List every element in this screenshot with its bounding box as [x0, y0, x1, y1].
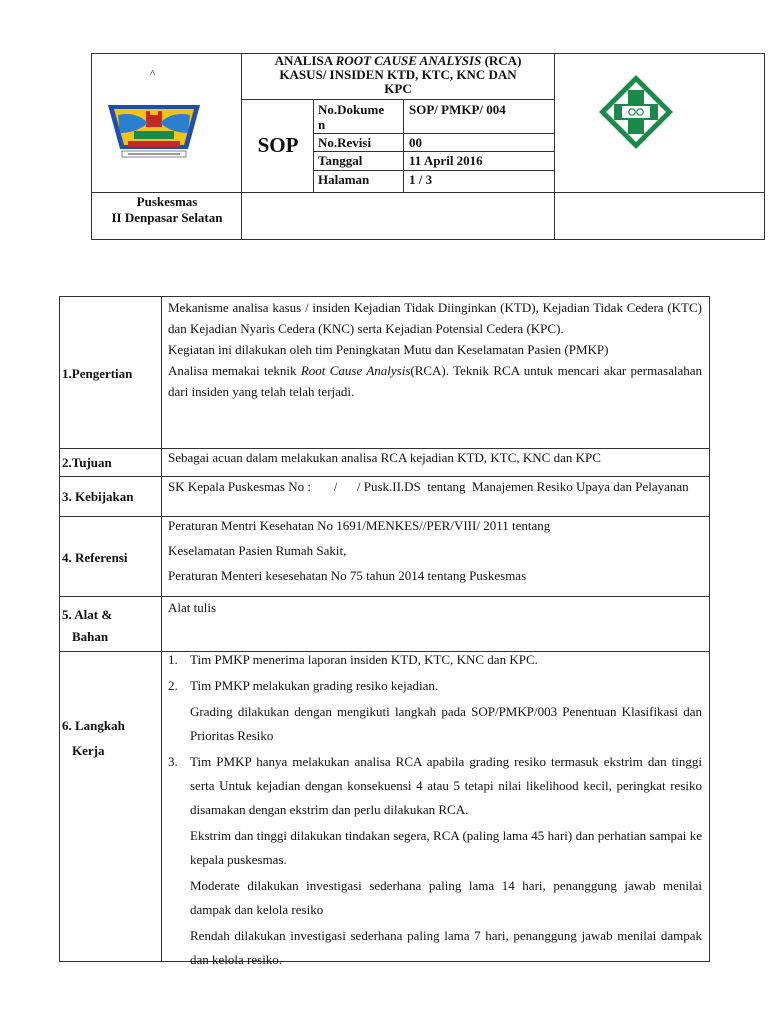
section-body-referensi [168, 513, 702, 588]
section-body-tujuan: Sebagai acuan dalam melakukan analisa RCA kejadian KTD, KTC, KNC dan KPC [168, 450, 601, 465]
meta-value-revision: 00 [409, 135, 422, 150]
list-subparagraph: Moderate dilakukan investigasi sederhana paling lama 14 hari, penanggung jawab menilai dampak dan kelola resiko [190, 878, 702, 917]
pengertian-paragraph [168, 360, 702, 402]
meta-key-part: No.Dokume [318, 102, 385, 117]
section-label-tujuan: 2.Tujuan [62, 455, 112, 470]
section-body-pengertian [168, 297, 702, 402]
section-label-pengertian: 1.Pengertian [62, 366, 133, 381]
list-text: Tim PMKP melakukan grading resiko kejadian. [190, 678, 439, 693]
list-item [168, 648, 702, 672]
meta-key-revision: No.Revisi [318, 135, 372, 150]
puskesmas-logo [596, 72, 676, 152]
meta-value-date: 11 April 2016 [409, 153, 483, 168]
meta-key-date: Tanggal [318, 153, 363, 168]
regional-crest-logo [106, 103, 202, 159]
sop-label: SOP [257, 132, 299, 157]
pengertian-paragraph: Kegiatan ini dilakukan oleh tim Peningkatan Mutu dan Keselamatan Pasien (PMKP) [168, 342, 609, 357]
title-prefix: ANALISA [274, 53, 336, 68]
list-subparagraph: Ekstrim dan tinggi dilakukan tindakan segera, RCA (paling lama 45 hari) dan perhatian sampai ke kepala puskesmas. [190, 828, 702, 867]
section-label-kebijakan: 3. Kebijakan [62, 489, 134, 504]
text-run: Analisa memakai teknik [168, 363, 301, 378]
text-run-italic: Root Cause Analysis [300, 363, 411, 378]
text-run: (RCA). Teknik RCA untuk mencari akar permasalahan dari insiden yang telah telah terjadi. [168, 363, 702, 399]
label-line: 5. Alat & [62, 607, 113, 622]
document-title [242, 54, 554, 96]
pengertian-paragraph: Mekanisme analisa kasus / insiden Kejadian Tidak Diinginkan (KTD), Kejadian Tidak Cedera (KTC) dan Kejadian Nyaris Cedera (KNC) serta Kejadian Potensial Cedera (KPC). [168, 300, 702, 336]
divider [313, 133, 554, 134]
list-text: Tim PMKP menerima laporan insiden KTD, KTC, KNC dan KPC. [190, 652, 538, 667]
section-label-alat [62, 604, 160, 648]
title-italic: ROOT CAUSE ANALYSIS [335, 53, 482, 68]
list-text: Tim PMKP hanya melakukan analisa RCA apabila grading resiko termasuk ekstrim dan tinggi serta Untuk kejadian dengan konsekuensi 4 atau 5 tetapi nilai likelihood kecil, peringkat resiko disamakan dengan ekstrim dan perlu dilakukan RCA. [190, 754, 702, 817]
section-body-kebijakan: SK Kepala Puskesmas No : / / Pusk.II.DS tentang Manajemen Resiko Upaya dan Pelayanan [168, 479, 689, 494]
title-suffix: (RCA) [481, 53, 522, 68]
title-line-2: KASUS/ INSIDEN KTD, KTC, KNC DAN [279, 67, 517, 82]
meta-value-doc-number: SOP/ PMKP/ 004 [409, 102, 506, 117]
list-item [168, 750, 702, 822]
section-label-langkah [62, 713, 160, 763]
list-subparagraph: Grading dilakukan dengan mengikuti langkah pada SOP/PMKP/003 Penentuan Klasifikasi dan Prioritas Resiko [190, 704, 702, 743]
meta-key-page: Halaman [318, 172, 370, 187]
org-line-2: II Denpasar Selatan [111, 210, 223, 225]
label-line: 6. Langkah [62, 718, 125, 733]
section-label-referensi: 4. Referensi [62, 550, 128, 565]
org-line-1: Puskesmas [136, 194, 198, 209]
list-item [168, 674, 702, 698]
caret-mark: ^ [150, 68, 156, 80]
list-number: 2. [168, 678, 178, 693]
referensi-line: Peraturan Mentri Kesehatan No 1691/MENKES//PER/VIII/ 2011 tentang [168, 518, 551, 533]
list-subparagraph: Rendah dilakukan investigasi sederhana paling lama 7 hari, penanggung jawab menilai dampak dan kelola resiko. [190, 928, 702, 967]
meta-key-doc-number [318, 102, 384, 132]
section-body-alat: Alat tulis [168, 600, 217, 615]
meta-key-part: n [318, 117, 326, 132]
divider [313, 151, 554, 152]
divider [403, 99, 404, 192]
divider [554, 53, 555, 240]
list-number: 3. [168, 754, 178, 769]
title-line-3: KPC [384, 81, 412, 96]
referensi-line: Keselamatan Pasien Rumah Sakit, [168, 543, 347, 558]
divider [91, 192, 765, 193]
organization-name [92, 194, 242, 226]
referensi-line: Peraturan Menteri kesesehatan No 75 tahun 2014 tentang Puskesmas [168, 568, 527, 583]
divider [161, 296, 162, 962]
meta-value-page: 1 / 3 [409, 172, 433, 187]
label-line: Kerja [72, 743, 105, 758]
list-number: 1. [168, 652, 178, 667]
divider [313, 170, 554, 171]
section-body-langkah [168, 648, 702, 972]
label-line: Bahan [72, 629, 109, 644]
